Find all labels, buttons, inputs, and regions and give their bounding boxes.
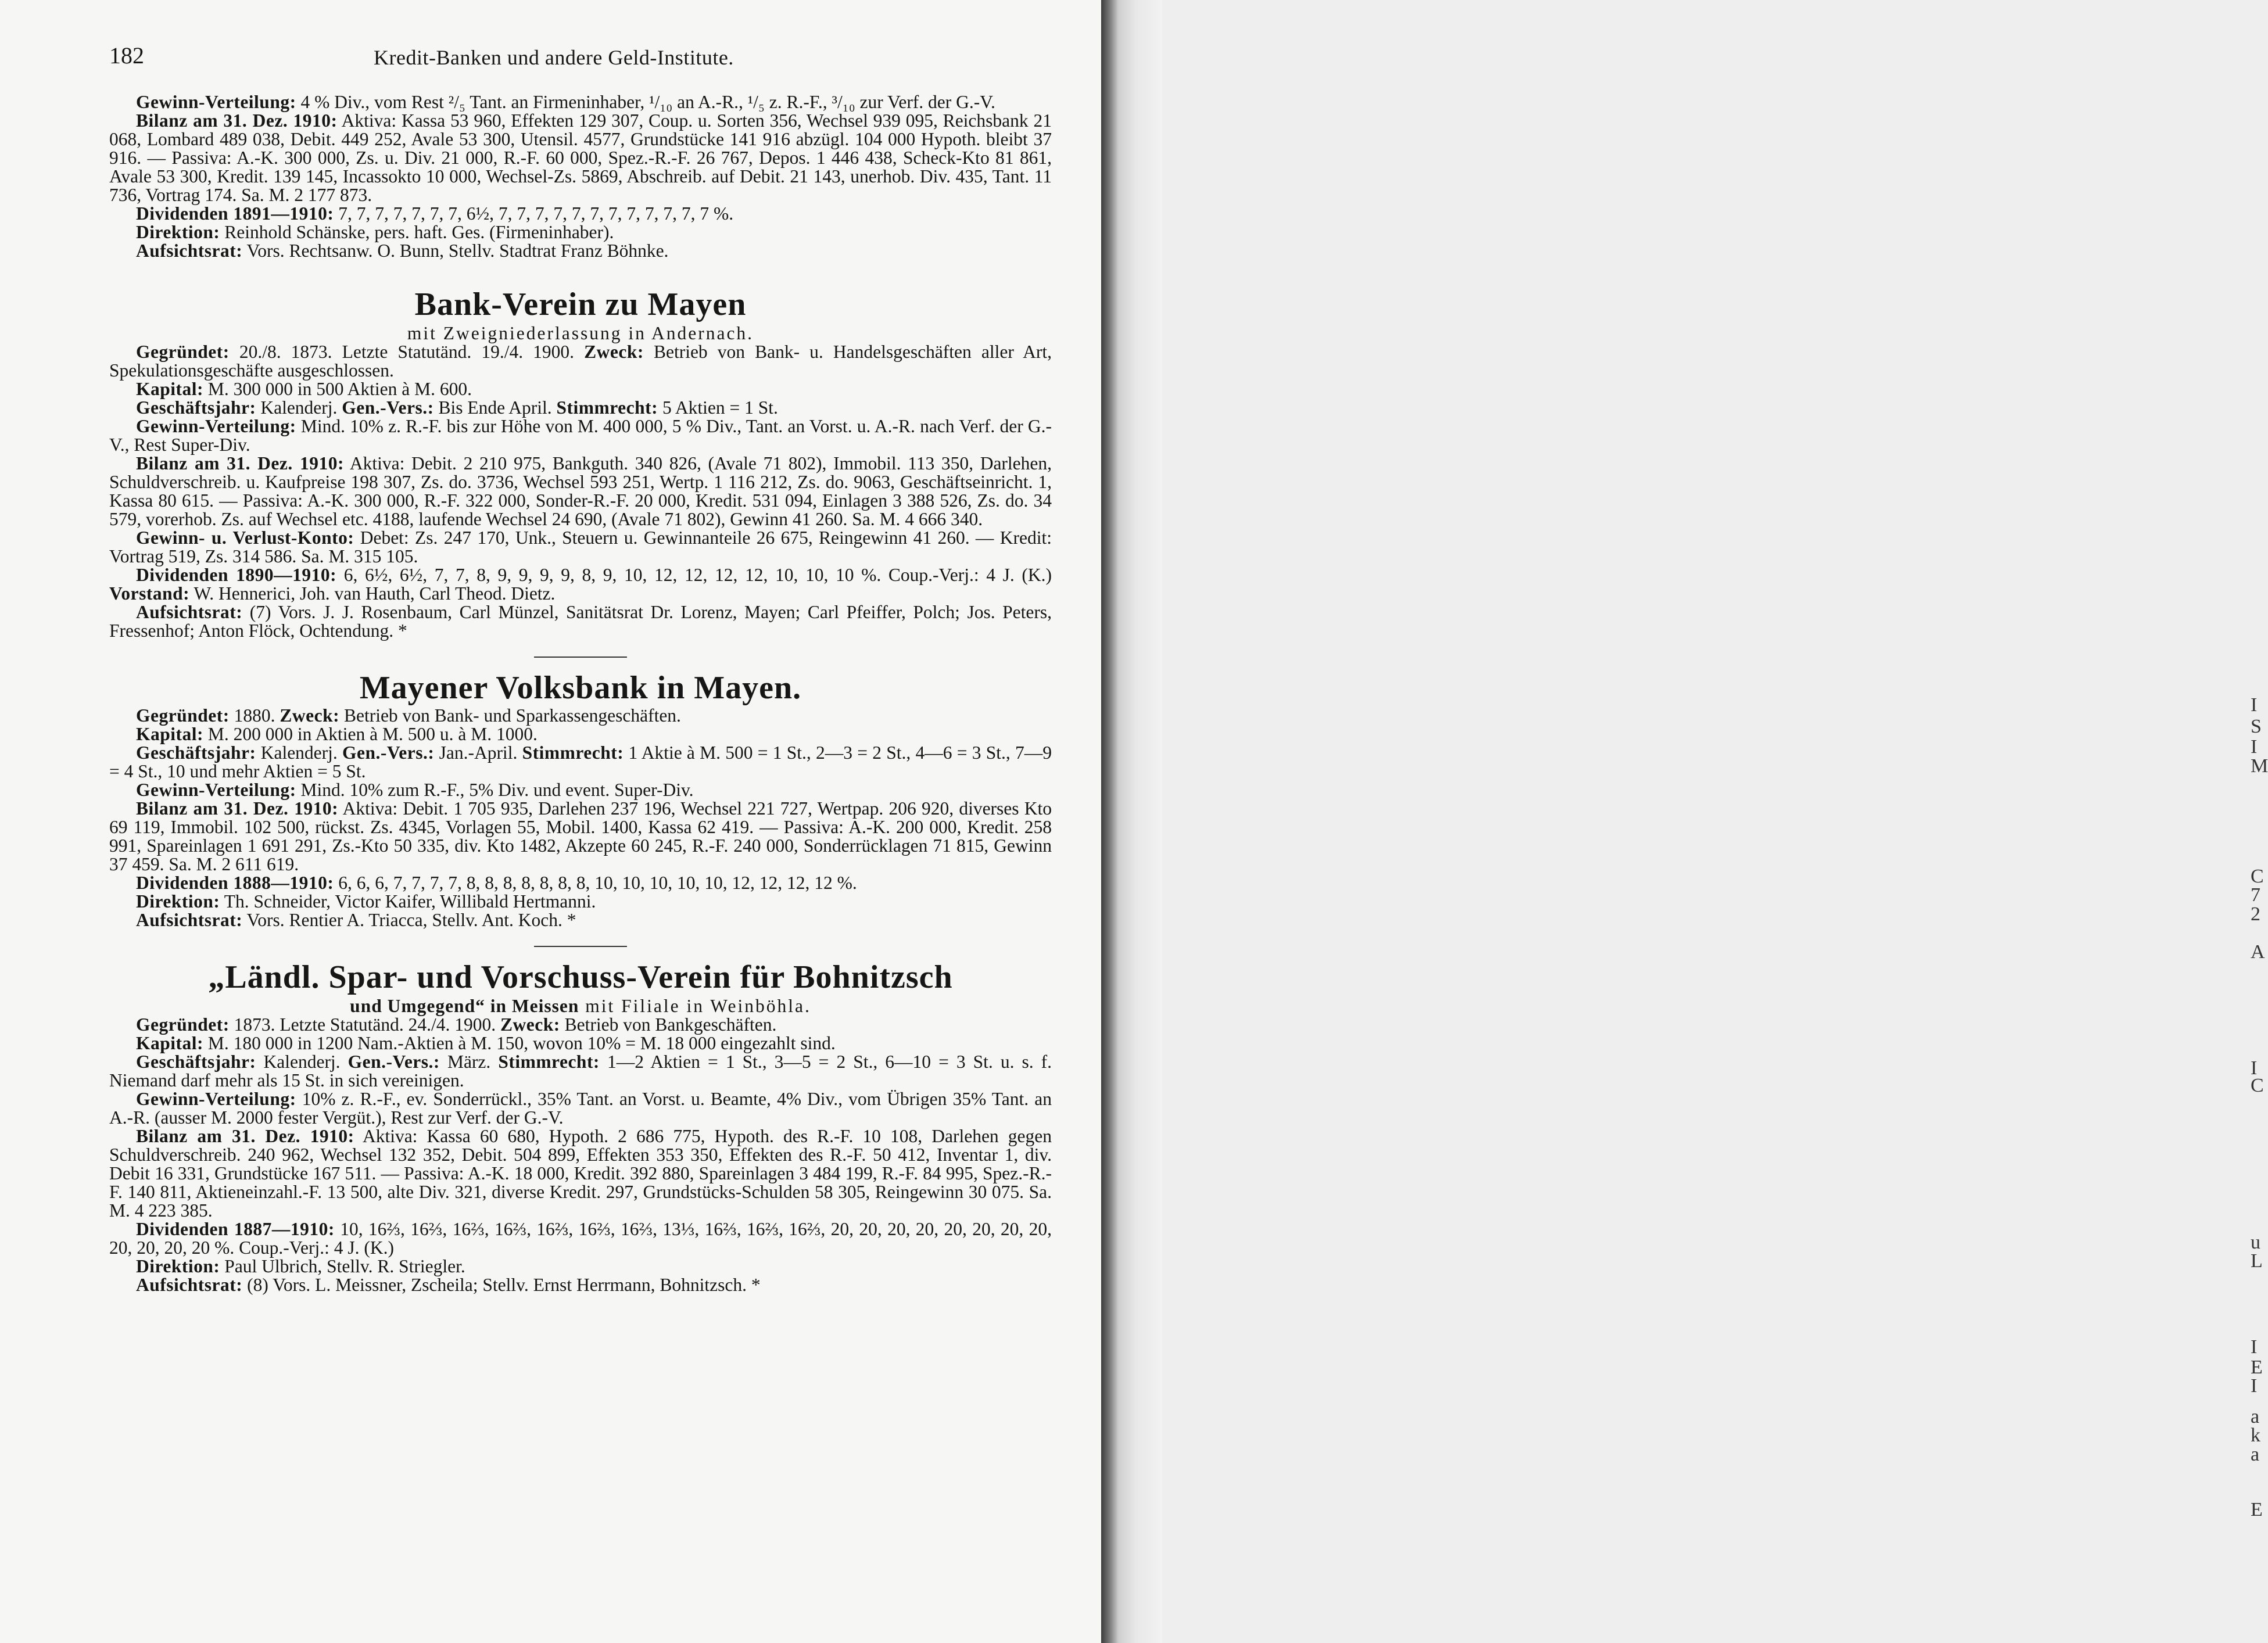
subtitle-rest: mit Filiale in Weinböhla. xyxy=(585,996,811,1016)
kapital xyxy=(109,725,1052,744)
field-label: Zweck: xyxy=(280,705,340,726)
field-text: 10% z. R.-F., ev. Sonderrückl., 35% Tant. an Vorst. u. Beamte, 4% Div., vom Übrigen 35% Tant. an A.-R. (ausser M. 2000 fester Vergüt.), Rest zur Verf. der G.-V. xyxy=(109,1089,1052,1128)
field-label: Geschäftsjahr: xyxy=(136,1052,256,1072)
gegruendet-zweck xyxy=(109,706,1052,725)
dividenden xyxy=(109,1220,1052,1257)
field-text: Jan.-April. xyxy=(439,742,518,763)
bilanz xyxy=(109,454,1052,529)
field-label: Bilanz am 31. Dez. 1910: xyxy=(136,453,344,473)
margin-letter: 7 xyxy=(2251,884,2260,906)
gewinn-verlust-konto xyxy=(109,529,1052,566)
field-text: 1873. Letzte Statutänd. 24./4. 1900. xyxy=(234,1014,496,1035)
aufsichtsrat xyxy=(109,1276,1052,1294)
entry-title: Bank-Verein zu Mayen xyxy=(414,286,747,322)
gewinn-verteilung xyxy=(109,417,1052,454)
margin-letter: u xyxy=(2251,1232,2260,1253)
field-label: Dividenden 1891—1910: xyxy=(136,203,334,224)
field-text: 6, 6, 6, 7, 7, 7, 7, 8, 8, 8, 8, 8, 8, 8, 10, 10, 10, 10, 10, 12, 12, 12, 12 %. xyxy=(338,873,857,893)
margin-letter: I xyxy=(2251,1057,2258,1079)
page-header xyxy=(109,42,1062,77)
field-label: Bilanz am 31. Dez. 1910: xyxy=(136,798,339,819)
field-label: Gewinn-Verteilung: xyxy=(136,1089,296,1109)
field-label: Gewinn-Verteilung: xyxy=(136,416,296,436)
field-label: Gegründet: xyxy=(136,342,230,362)
field-label: Stimmrecht: xyxy=(522,742,624,763)
field-text: (7) Vors. J. J. Rosenbaum, Carl Münzel, Sanitätsrat Dr. Lorenz, Mayen; Carl Pfeiffer, Polch; Jos. Peters, Fressenhof; Anton Flöck, Ochtendung. * xyxy=(109,602,1052,641)
field-label: Zweck: xyxy=(500,1014,560,1035)
dividenden xyxy=(109,566,1052,603)
field-text: 1880. xyxy=(234,705,275,726)
field-label: Bilanz am 31. Dez. 1910: xyxy=(136,110,338,131)
field-text: Kalenderj. xyxy=(263,1052,341,1072)
direktion xyxy=(109,892,1052,911)
field-text: Kalenderj. xyxy=(260,742,338,763)
bilanz xyxy=(109,112,1052,205)
field-text: 7, 7, 7, 7, 7, 7, 7, 6½, 7, 7, 7, 7, 7, 7, 7, 7, 7, 7, 7, 7 %. xyxy=(338,203,734,224)
field-label: Aufsichtsrat: xyxy=(136,1275,243,1295)
bilanz xyxy=(109,1127,1052,1220)
field-label: Dividenden 1888—1910: xyxy=(136,873,334,893)
field-label: Bilanz am 31. Dez. 1910: xyxy=(136,1126,354,1146)
field-label: Gen.-Vers.: xyxy=(342,742,435,763)
field-text: M. 200 000 in Aktien à M. 500 u. à M. 1000. xyxy=(207,724,538,744)
field-text: 10, 16⅔, 16⅔, 16⅔, 16⅔, 16⅔, 16⅔, 16⅔, 13⅓, 16⅔, 16⅔, 16⅔, 20, 20, 20, 20, 20, 20, 20, 20, 20, 20, 20, 20 %. Coup.-Verj.: 4 J. (K.) xyxy=(109,1219,1052,1258)
margin-letter: E xyxy=(2251,1357,2263,1378)
field-text: Bis Ende April. xyxy=(438,397,552,418)
field-label: Direktion: xyxy=(136,1256,220,1276)
section-divider xyxy=(534,657,627,658)
entry-title: Mayener Volksbank in Mayen. xyxy=(359,670,802,706)
margin-letter: I xyxy=(2251,1336,2258,1358)
entry-continued xyxy=(109,93,1052,260)
field-text: März. xyxy=(447,1052,491,1072)
margin-letter: a xyxy=(2251,1444,2260,1465)
kapital xyxy=(109,1034,1052,1053)
field-text: Coup.-Verj.: 4 J. (K.) xyxy=(888,565,1052,585)
field-label: Stimmrecht: xyxy=(556,397,658,418)
margin-letter: L xyxy=(2251,1250,2263,1272)
field-text: 6, 6½, 6½, 7, 7, 8, 9, 9, 9, 9, 8, 9, 10, 12, 12, 12, 12, 10, 10, 10 %. xyxy=(343,565,882,585)
field-text: Debet: Zs. 247 170, Unk., Steuern u. Gewinnanteile 26 675, Reingewinn 41 260. — Kredit: Vortrag 519, Zs. 314 586. Sa. M. 315 105. xyxy=(109,528,1052,566)
entry-mayener-volksbank xyxy=(109,669,1052,947)
gewinn-verteilung xyxy=(109,1090,1052,1127)
aufsichtsrat xyxy=(109,603,1052,640)
field-text: Paul Ulbrich, Stellv. R. Striegler. xyxy=(224,1256,465,1276)
gewinn-verteilung xyxy=(109,781,1052,799)
field-label: Stimmrecht: xyxy=(498,1052,600,1072)
entry-spar-vorschuss-verein-bohnitzsch xyxy=(109,959,1052,1294)
field-text: Betrieb von Bank- u. Handelsgeschäften aller Art, Spekulationsgeschäfte ausgeschlossen. xyxy=(109,342,1052,381)
margin-letter: I xyxy=(2251,1375,2258,1397)
field-text: Vors. Rechtsanw. O. Bunn, Stellv. Stadtrat Franz Böhnke. xyxy=(246,241,669,261)
margin-letter: E xyxy=(2251,1499,2263,1520)
field-text: Vors. Rentier A. Triacca, Stellv. Ant. Koch. * xyxy=(246,910,576,930)
field-label: Gewinn-Verteilung: xyxy=(136,92,296,112)
field-text: Mind. 10% z. R.-F. bis zur Höhe von M. 400 000, 5 % Div., Tant. an Vorst. u. A.-R. nach Verf. der G.-V., Rest Super-Div. xyxy=(109,416,1052,455)
field-text: (8) Vors. L. Meissner, Zscheila; Stellv. Ernst Herrmann, Bohnitzsch. * xyxy=(247,1275,761,1295)
margin-letter: 2 xyxy=(2251,903,2260,925)
field-label: Gen.-Vers.: xyxy=(347,1052,440,1072)
running-title: Kredit-Banken und andere Geld-Institute. xyxy=(374,46,734,69)
subtitle-bold: und Umgegend“ in Meissen xyxy=(350,996,579,1016)
field-label: Gen.-Vers.: xyxy=(342,397,434,418)
field-label: Direktion: xyxy=(136,222,220,242)
field-label: Gewinn-Verteilung: xyxy=(136,780,296,800)
geschaeftsjahr xyxy=(109,744,1052,781)
field-text: Kalenderj. xyxy=(260,397,338,418)
gegruendet-zweck xyxy=(109,1016,1052,1034)
aufsichtsrat xyxy=(109,242,1052,260)
entry-subtitle: mit Zweigniederlassung in Andernach. xyxy=(407,323,754,343)
field-label: Kapital: xyxy=(136,379,204,399)
field-text: W. Hennerici, Joh. van Hauth, Carl Theod. Dietz. xyxy=(194,583,556,604)
field-label: Kapital: xyxy=(136,724,204,744)
bilanz xyxy=(109,799,1052,874)
field-text: Aktiva: Debit. 1 705 935, Darlehen 237 196, Wechsel 221 727, Wertpap. 206 920, diverses Kto 69 119, Immobil. 102 500, rückst. Zs. 4345, Vorlagen 55, Mobil. 1400, Kassa 62 419. — Passiva: A.-K. 200 000, Kredit. 258 991, Spareinlagen 1 691 291, Zs.-Kto 50 335, div. Kto 1482, Akzepte 60 245, R.-F. 240 000, Sonderrücklagen 71 815, Gewinn 37 459. Sa. M. 2 611 619. xyxy=(109,798,1052,874)
kapital xyxy=(109,380,1052,399)
entry-subtitle xyxy=(109,997,1052,1016)
direktion xyxy=(109,1257,1052,1276)
page-content xyxy=(109,93,1052,1294)
margin-letter: M xyxy=(2251,755,2268,777)
field-label: Kapital: xyxy=(136,1033,204,1053)
field-text: Reinhold Schänske, pers. haft. Ges. (Firmeninhaber). xyxy=(224,222,614,242)
field-text: Aktiva: Debit. 2 210 975, Bankguth. 340 826, (Avale 71 802), Immobil. 113 350, Darlehen, Schuldverschreib. u. Kaufpreise 198 307, Zs. do. 3736, Wechsel 593 251, Wertp. 1 116 212, Zs. do. 9063, Geschäftseinricht. 1, Kassa 80 615. — Passiva: A.-K. 300 000, R.-F. 322 000, Sonder-R.-F. 20 000, Kredit. 531 094, Einlagen 3 388 526, Zs. do. 34 579, vorerhob. Zs. auf Wechsel etc. 4188, laufende Wechsel 24 690, (Avale 71 802), Gewinn 41 260. Sa. M. 4 666 340. xyxy=(109,453,1052,529)
margin-letter: I xyxy=(2251,694,2258,716)
field-label: Gegründet: xyxy=(136,705,230,726)
geschaeftsjahr xyxy=(109,1053,1052,1090)
field-text: 1—2 Aktien = 1 St., 3—5 = 2 St., 6—10 = 3 St. u. s. f. Niemand darf mehr als 15 St. in sich vereinigen. xyxy=(109,1052,1052,1090)
aufsichtsrat xyxy=(109,911,1052,930)
field-label: Geschäftsjahr: xyxy=(136,742,256,763)
page-number: 182 xyxy=(109,42,144,69)
dividenden xyxy=(109,874,1052,892)
field-text: Aktiva: Kassa 60 680, Hypoth. 2 686 775, Hypoth. des R.-F. 10 108, Darlehen gegen Schuldverschreib. 240 962, Wechsel 132 352, Debit. 504 899, Effekten 353 350, Effekten des R.-F. 50 412, Inventar 1, div. Debit 16 331, Grundstücke 167 511. — Passiva: A.-K. 18 000, Kredit. 392 880, Spareinlagen 3 484 199, R.-F. 84 995, Spez.-R.-F. 140 811, Aktieneinzahl.-F. 13 500, alte Div. 321, diverse Kredit. 297, Grundstücks-Schulden 58 305, Reingewinn 30 075. Sa. M. 4 223 385. xyxy=(109,1126,1052,1221)
field-text: M. 300 000 in 500 Aktien à M. 600. xyxy=(207,379,472,399)
entry-bank-verein-mayen xyxy=(109,286,1052,658)
field-label: Gewinn- u. Verlust-Konto: xyxy=(136,528,354,548)
field-text: 4 % Div., vom Rest ²/₅ Tant. an Firmeninhaber, ¹/₁₀ an A.-R., ¹/₅ z. R.-F., ³/₁₀ zur Verf. der G.-V. xyxy=(300,92,995,112)
field-label: Direktion: xyxy=(136,891,220,912)
field-text: M. 180 000 in 1200 Nam.-Aktien à M. 150, wovon 10% = M. 18 000 eingezahlt sind. xyxy=(207,1033,836,1053)
entry-title: „Ländl. Spar- und Vorschuss-Verein für Bohnitzsch xyxy=(208,959,953,995)
margin-letter: S xyxy=(2251,716,2262,737)
field-label: Zweck: xyxy=(584,342,644,362)
margin-letter: A xyxy=(2251,941,2265,963)
field-text: Betrieb von Bankgeschäften. xyxy=(564,1014,777,1035)
geschaeftsjahr xyxy=(109,399,1052,417)
field-label: Geschäftsjahr: xyxy=(136,397,256,418)
margin-letter: I xyxy=(2251,736,2258,758)
section-divider xyxy=(534,946,627,947)
field-text: Th. Schneider, Victor Kaifer, Willibald Hertmanni. xyxy=(224,891,596,912)
margin-letter: k xyxy=(2251,1425,2260,1446)
field-text: 20./8. 1873. Letzte Statutänd. 19./4. 1900. xyxy=(239,342,575,362)
direktion xyxy=(109,223,1052,242)
page-gutter xyxy=(1101,0,2268,1643)
field-label: Gegründet: xyxy=(136,1014,230,1035)
field-label: Aufsichtsrat: xyxy=(136,602,243,622)
field-text: Mind. 10% zum R.-F., 5% Div. und event. Super-Div. xyxy=(300,780,694,800)
margin-letter: C xyxy=(2251,866,2264,887)
field-label: Dividenden 1890—1910: xyxy=(136,565,337,585)
field-label: Vorstand: xyxy=(109,583,190,604)
gewinn-verteilung xyxy=(109,93,1052,112)
margin-letter: a xyxy=(2251,1406,2260,1427)
field-text: Aktiva: Kassa 53 960, Effekten 129 307, Coup. u. Sorten 356, Wechsel 939 095, Reichsbank 21 068, Lombard 489 038, Debit. 449 252, Avale 53 300, Utensil. 4577, Grundstücke 141 916 abzügl. 104 000 Hypoth. bleibt 37 916. — Passiva: A.-K. 300 000, Zs. u. Div. 21 000, R.-F. 60 000, Spez.-R.-F. 26 767, Depos. 1 446 438, Scheck-Kto 81 861, Avale 53 300, Kredit. 139 145, Incassokto 10 000, Wechsel-Zs. 5869, Abschreib. auf Debit. 21 143, unerhob. Div. 435, Tant. 11 736, Vortrag 174. Sa. M. 2 177 873. xyxy=(109,110,1052,205)
field-label: Dividenden 1887—1910: xyxy=(136,1219,335,1239)
field-text: 5 Aktien = 1 St. xyxy=(662,397,778,418)
field-text: Betrieb von Bank- und Sparkassengeschäften. xyxy=(343,705,681,726)
field-text: 1 Aktie à M. 500 = 1 St., 2—3 = 2 St., 4—6 = 3 St., 7—9 = 4 St., 10 und mehr Aktien = 5 St. xyxy=(109,742,1052,781)
gegruendet-zweck xyxy=(109,343,1052,380)
field-label: Aufsichtsrat: xyxy=(136,241,243,261)
margin-letter: C xyxy=(2251,1075,2264,1096)
dividenden xyxy=(109,205,1052,223)
document-page xyxy=(0,0,1101,1643)
field-label: Aufsichtsrat: xyxy=(136,910,243,930)
